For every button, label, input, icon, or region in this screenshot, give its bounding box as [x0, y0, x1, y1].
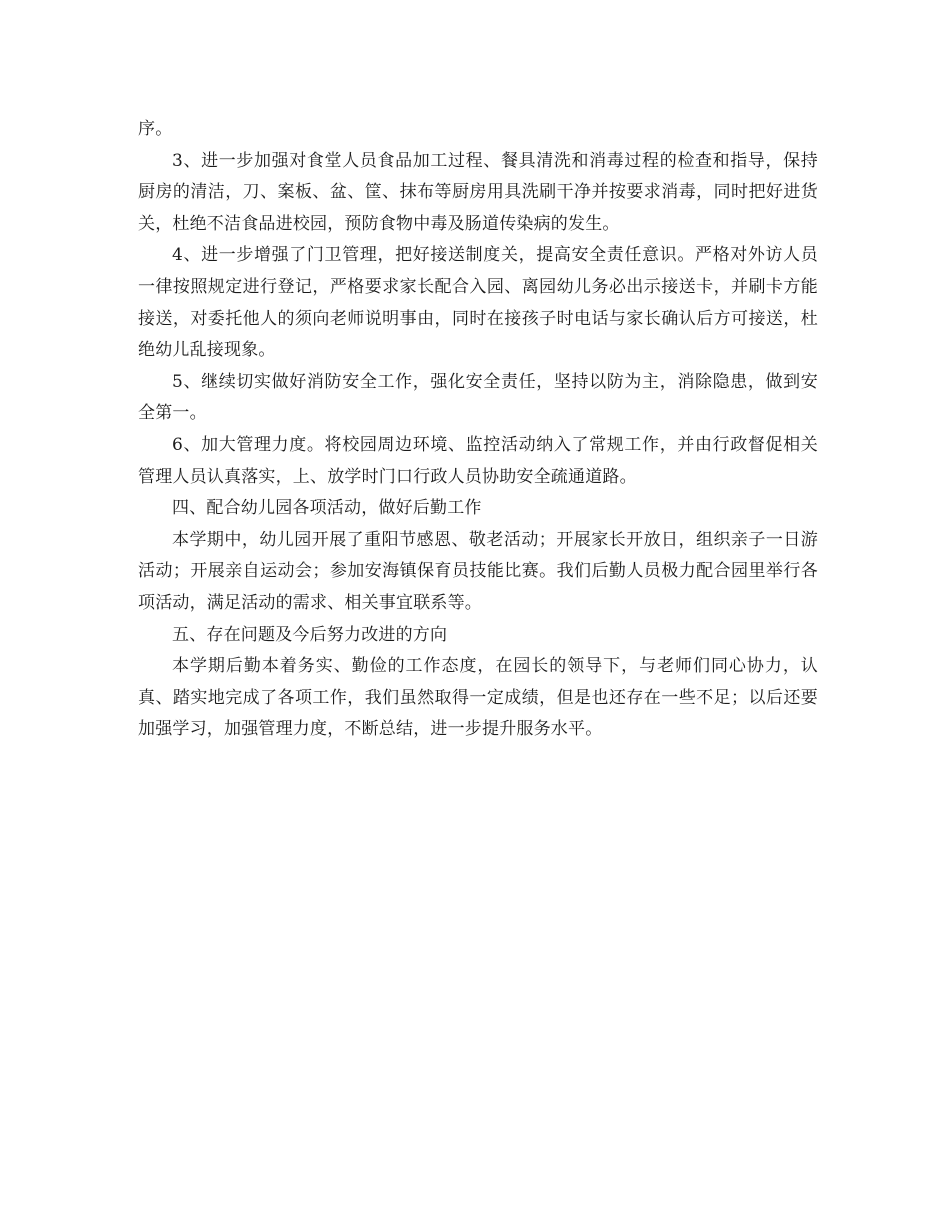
paragraph-item-4: 4、进一步增强了门卫管理，把好接送制度关，提高安全责任意识。严格对外访人员一律按照规定进行登记，严格要求家长配合入园、离园幼儿务必出示接送卡，并刷卡方能接送，对委托他人的须向老师说明事由，同时在接孩子时电话与家长确认后方可接送，杜绝幼儿乱接现象。 [138, 245, 818, 361]
paragraph-item-5: 5、继续切实做好消防安全工作，强化安全责任，坚持以防为主，消除隐患，做到安全第一。 [138, 371, 818, 424]
paragraph-item-6: 6、加大管理力度。将校园周边环境、监控活动纳入了常规工作，并由行政督促相关管理人员认真落实，上、放学时门口行政人员协助安全疏通道路。 [138, 434, 818, 487]
document-body [138, 114, 818, 746]
section-heading-4: 四、配合幼儿园各项活动，做好后勤工作 [172, 498, 482, 519]
paragraph-item-3: 3、进一步加强对食堂人员食品加工过程、餐具清洗和消毒过程的检查和指导，保持厨房的清洁，刀、案板、盆、筐、抹布等厨房用具洗刷干净并按要求消毒，同时把好进货关，杜绝不洁食品进校园，预防食物中毒及肠道传染病的发生。 [138, 150, 818, 234]
paragraph-continuation: 序。 [138, 119, 173, 139]
paragraph-section-5-body: 本学期后勤本着务实、勤俭的工作态度，在园长的领导下，与老师们同心协力，认真、踏实地完成了各项工作，我们虽然取得一定成绩，但是也还存在一些不足；以后还要加强学习，加强管理力度，不断总结，进一步提升服务水平。 [138, 656, 818, 740]
paragraph-section-4-body: 本学期中，幼儿园开展了重阳节感恩、敬老活动；开展家长开放日，组织亲子一日游活动；开展亲自运动会；参加安海镇保育员技能比赛。我们后勤人员极力配合园里举行各项活动，满足活动的需求、相关事宜联系等。 [138, 529, 818, 613]
section-heading-5: 五、存在问题及今后努力改进的方向 [172, 624, 448, 645]
